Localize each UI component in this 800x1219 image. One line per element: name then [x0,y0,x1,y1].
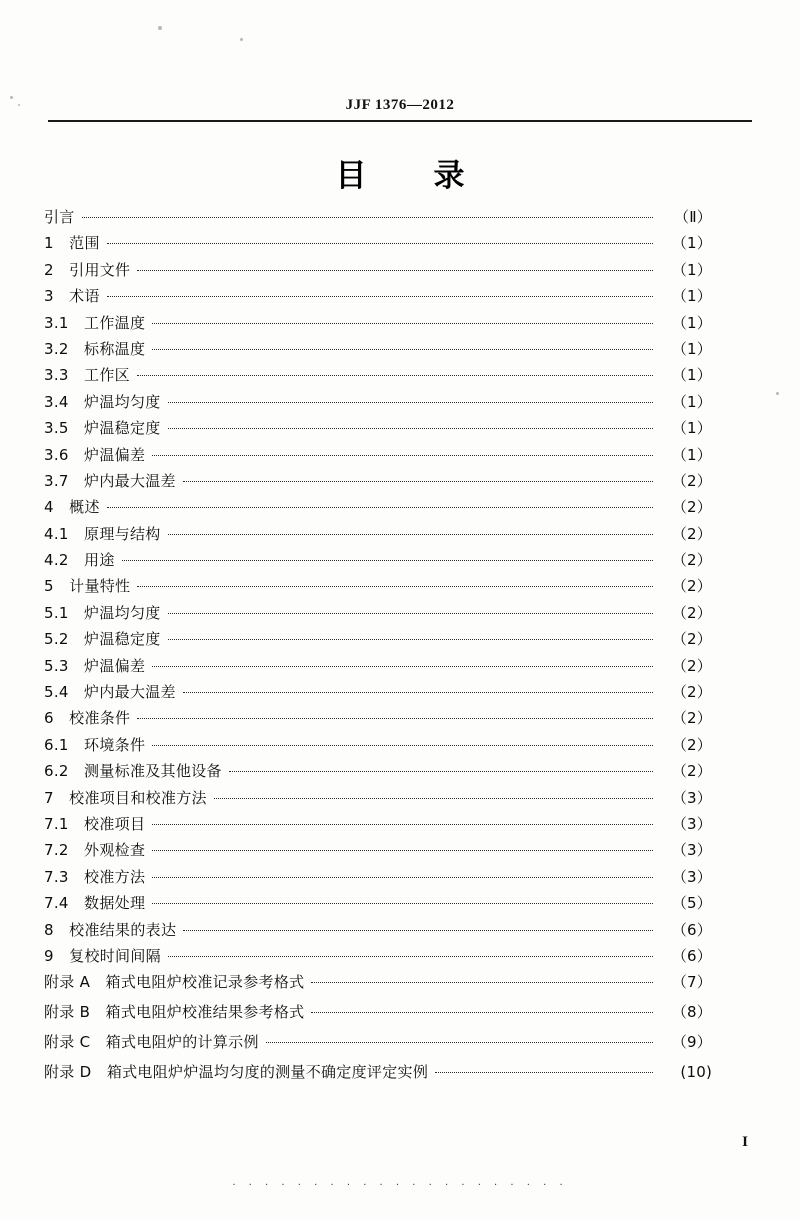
page-title: 目 录 [335,158,483,194]
page-header [60,96,740,114]
toc-entry-page: （2） [671,630,712,649]
toc-entry-page: (10) [680,1063,712,1082]
toc-entry-label: 2 引用文件 [44,260,131,279]
toc-entry-label: 3.3 工作区 [44,366,130,385]
toc-entry[interactable] [44,762,712,779]
footer-dots: · · · · · · · · · · · · · · · · · · · · · [232,1180,568,1191]
header-rule [48,120,752,122]
toc-entry-page: （1） [671,445,712,464]
toc-leader-dots [152,736,653,750]
toc-leader-dots [183,472,653,486]
scan-speckle [158,26,162,30]
toc-entry[interactable] [44,393,712,410]
toc-entry-label: 7.1 校准项目 [44,814,146,833]
toc-leader-dots [311,973,653,987]
toc-entry-label: 4.1 原理与结构 [44,524,161,543]
toc-entry[interactable] [44,1033,712,1050]
toc-entry-label: 7.3 校准方法 [44,867,146,886]
toc-entry[interactable] [44,815,712,832]
toc-entry[interactable] [44,419,712,436]
toc-entry-page: （3） [671,788,712,807]
toc-leader-dots [229,762,653,776]
toc-leader-dots [82,208,653,222]
toc-entry[interactable] [44,314,712,331]
page-number: I [742,1134,748,1150]
toc-entry-label: 3.5 炉温稳定度 [44,419,161,438]
toc-entry-page: （3） [671,814,712,833]
toc-entry[interactable] [44,261,712,278]
toc-leader-dots [107,287,653,301]
toc-entry-page: （1） [671,234,712,253]
toc-entry[interactable] [44,973,712,990]
toc-entry[interactable] [44,287,712,304]
toc-entry-label: 引言 [44,208,75,226]
toc-leader-dots [152,894,653,908]
toc-leader-dots [137,261,653,275]
toc-entry[interactable] [44,234,712,251]
toc-entry[interactable] [44,683,712,700]
toc-entry[interactable] [44,1063,712,1080]
toc-leader-dots [435,1063,653,1077]
toc-entry[interactable] [44,894,712,911]
toc-entry-label: 8 校准结果的表达 [44,920,177,939]
toc-entry-label: 4 概述 [44,498,100,517]
toc-entry-label: 5 计量特性 [44,577,131,596]
toc-entry[interactable] [44,947,712,964]
toc-entry-page: （1） [671,392,712,411]
toc-entry-label: 3.4 炉温均匀度 [44,392,161,411]
toc-entry[interactable] [44,340,712,357]
toc-entry[interactable] [44,657,712,674]
scan-speckle [18,104,20,106]
scan-speckle [240,38,243,41]
scan-speckle [776,392,779,395]
toc-entry[interactable] [44,366,712,383]
toc-entry-page: （2） [671,762,712,781]
toc-entry[interactable] [44,1003,712,1020]
toc-leader-dots [152,815,653,829]
toc-entry[interactable] [44,208,712,225]
toc-entry-page: （2） [671,471,712,490]
toc-entry-page: （Ⅱ） [674,208,712,226]
toc-entry[interactable] [44,472,712,489]
toc-entry[interactable] [44,577,712,594]
toc-entry-page: （2） [671,603,712,622]
toc-entry-page: （2） [671,498,712,517]
toc-entry-page: （5） [671,894,712,913]
toc-entry-label: 3.7 炉内最大温差 [44,471,176,490]
toc-leader-dots [152,657,653,671]
toc-entry-label: 5.4 炉内最大温差 [44,683,176,702]
toc-entry-page: （1） [671,419,712,438]
toc-leader-dots [266,1033,653,1047]
toc-entry-label: 3.6 炉温偏差 [44,445,146,464]
toc-entry-page: （7） [671,973,712,992]
toc-entry-label: 7 校准项目和校准方法 [44,788,207,807]
toc-entry[interactable] [44,789,712,806]
toc-entry-label: 3.2 标称温度 [44,339,146,358]
toc-entry-page: （2） [671,709,712,728]
scan-speckle [10,96,13,99]
toc-leader-dots [107,234,653,248]
toc-entry-page: （1） [671,313,712,332]
toc-leader-dots [152,340,653,354]
toc-entry[interactable] [44,736,712,753]
toc-entry[interactable] [44,604,712,621]
toc-leader-dots [152,868,653,882]
toc-entry-page: （2） [671,577,712,596]
toc-entry-label: 附录 A 箱式电阻炉校准记录参考格式 [44,973,305,992]
toc-entry-page: （1） [671,260,712,279]
toc-entry[interactable] [44,868,712,885]
toc-entry-page: （2） [671,656,712,675]
toc-leader-dots [152,446,653,460]
toc-leader-dots [168,604,653,618]
toc-entry-page: （2） [671,524,712,543]
toc-entry-page: （2） [671,551,712,570]
toc-entry-page: （1） [671,339,712,358]
toc-entry-label: 6.1 环境条件 [44,735,146,754]
toc-entry[interactable] [44,498,712,515]
toc-entry-label: 3.1 工作温度 [44,313,146,332]
toc-entry-page: （9） [671,1033,712,1052]
toc-entry-label: 附录 C 箱式电阻炉的计算示例 [44,1033,259,1052]
toc-leader-dots [183,921,653,935]
toc-entry[interactable] [44,709,712,726]
toc-entry-page: （1） [671,287,712,306]
toc-entry[interactable] [44,630,712,647]
toc-leader-dots [168,393,653,407]
toc-entry-label: 6.2 测量标准及其他设备 [44,762,222,781]
toc-entry-page: （2） [671,735,712,754]
toc-entry[interactable] [44,551,712,568]
toc-leader-dots [152,841,653,855]
toc-entry[interactable] [44,921,712,938]
toc-entry-label: 9 复校时间间隔 [44,946,161,965]
toc-entry-page: （8） [671,1003,712,1022]
table-of-contents [44,208,712,1093]
toc-entry-label: 4.2 用途 [44,551,115,570]
toc-entry-label: 7.2 外观检查 [44,841,146,860]
toc-leader-dots [168,525,653,539]
toc-leader-dots [183,683,653,697]
toc-entry-label: 6 校准条件 [44,709,131,728]
toc-leader-dots [214,789,653,803]
toc-entry-label: 3 术语 [44,287,100,306]
toc-entry[interactable] [44,841,712,858]
standard-number: JJF 1376—2012 [345,97,455,113]
toc-entry-label: 7.4 数据处理 [44,894,146,913]
toc-entry-label: 附录 D 箱式电阻炉炉温均匀度的测量不确定度评定实例 [44,1063,429,1082]
toc-leader-dots [168,947,653,961]
toc-leader-dots [137,577,653,591]
toc-entry-label: 附录 B 箱式电阻炉校准结果参考格式 [44,1003,305,1022]
toc-leader-dots [168,419,653,433]
toc-entry-page: （6） [671,946,712,965]
toc-leader-dots [168,630,653,644]
toc-leader-dots [137,709,653,723]
toc-entry[interactable] [44,446,712,463]
toc-leader-dots [152,314,653,328]
toc-entry-page: （3） [671,867,712,886]
toc-entry-page: （1） [671,366,712,385]
toc-entry-page: （2） [671,683,712,702]
toc-leader-dots [137,366,653,380]
toc-entry-label: 5.1 炉温均匀度 [44,603,161,622]
toc-entry-page: （6） [671,920,712,939]
toc-leader-dots [311,1003,653,1017]
toc-entry-page: （3） [671,841,712,860]
toc-entry[interactable] [44,525,712,542]
toc-leader-dots [107,498,653,512]
toc-entry-label: 5.3 炉温偏差 [44,656,146,675]
toc-entry-label: 1 范围 [44,234,100,253]
toc-entry-label: 5.2 炉温稳定度 [44,630,161,649]
toc-leader-dots [122,551,653,565]
